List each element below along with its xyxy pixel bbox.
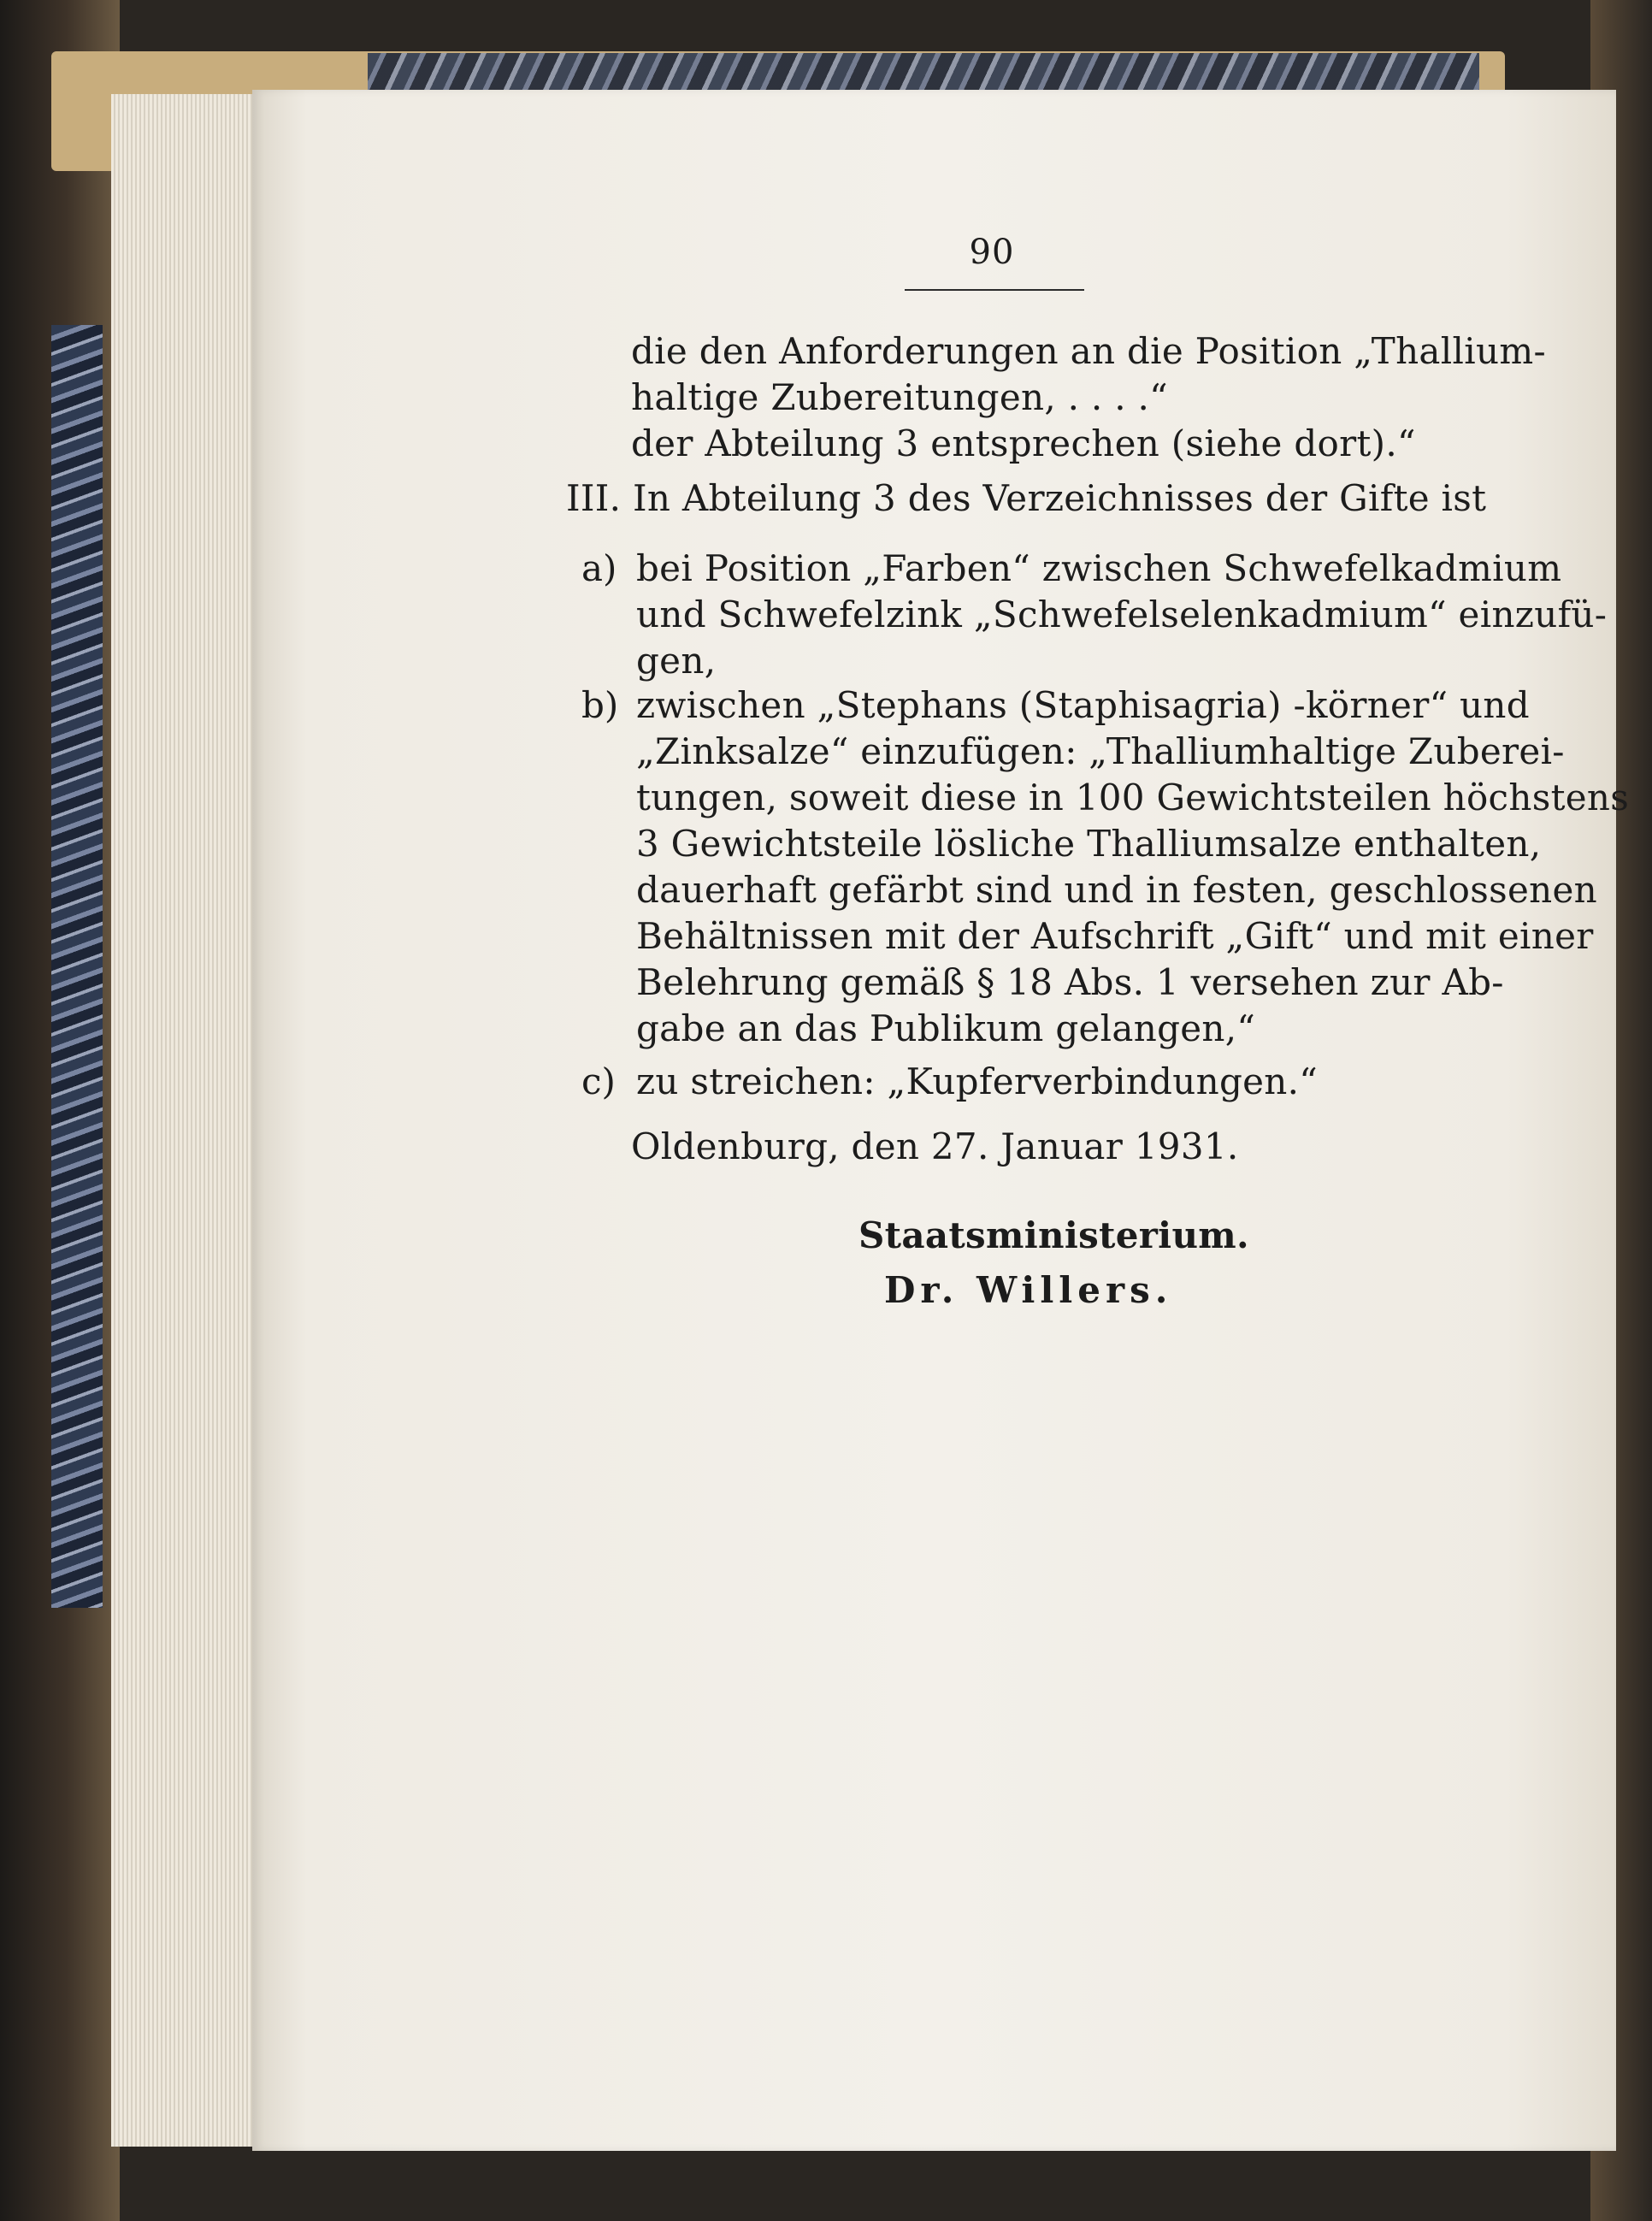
text-line-7: gen, — [636, 640, 717, 682]
text-line-2: haltige Zubereitungen, . . . .“ — [631, 376, 1168, 418]
text-line-10: tungen, soweit diese in 100 Gewichtsteilen höchstens — [636, 777, 1630, 818]
item-label-c: c) — [581, 1060, 616, 1102]
header-rule — [905, 289, 1084, 291]
text-line-14: Belehrung gemäß § 18 Abs. 1 versehen zur Ab- — [636, 961, 1504, 1003]
text-line-16: zu streichen: „Kupferverbindungen.“ — [636, 1060, 1319, 1102]
page-number: 90 — [969, 233, 1015, 272]
text-line-8: zwischen „Stephans (Staphisagria) -körner“ und — [636, 684, 1530, 726]
text-line-12: dauerhaft gefärbt sind und in festen, geschlossenen — [636, 869, 1597, 911]
text-line-1: die den Anforderungen an die Position „Thallium- — [631, 330, 1546, 372]
item-label-b: b) — [581, 684, 619, 726]
authority: Staatsministerium. — [858, 1214, 1249, 1256]
text-line-3: der Abteilung 3 entsprechen (siehe dort).“ — [631, 422, 1416, 464]
text-line-9: „Zinksalze“ einzufügen: „Thalliumhaltige Zuberei- — [636, 730, 1565, 772]
text-line-15: gabe an das Publikum gelangen,“ — [636, 1007, 1256, 1049]
text-line-6: und Schwefelzink „Schwefelselenkadmium“ einzufü- — [636, 594, 1608, 635]
place-date: Oldenburg, den 27. Januar 1931. — [631, 1125, 1239, 1167]
item-label-a: a) — [581, 547, 617, 589]
signer: Dr. Willers. — [884, 1269, 1173, 1311]
text-line-4: III. In Abteilung 3 des Verzeichnisses der Gifte ist — [566, 477, 1487, 519]
text-line-5: bei Position „Farben“ zwischen Schwefelkadmium — [636, 547, 1562, 589]
text-line-11: 3 Gewichtsteile lösliche Thalliumsalze enthalten, — [636, 823, 1542, 865]
text-line-13: Behältnissen mit der Aufschrift „Gift“ und mit einer — [636, 915, 1594, 957]
